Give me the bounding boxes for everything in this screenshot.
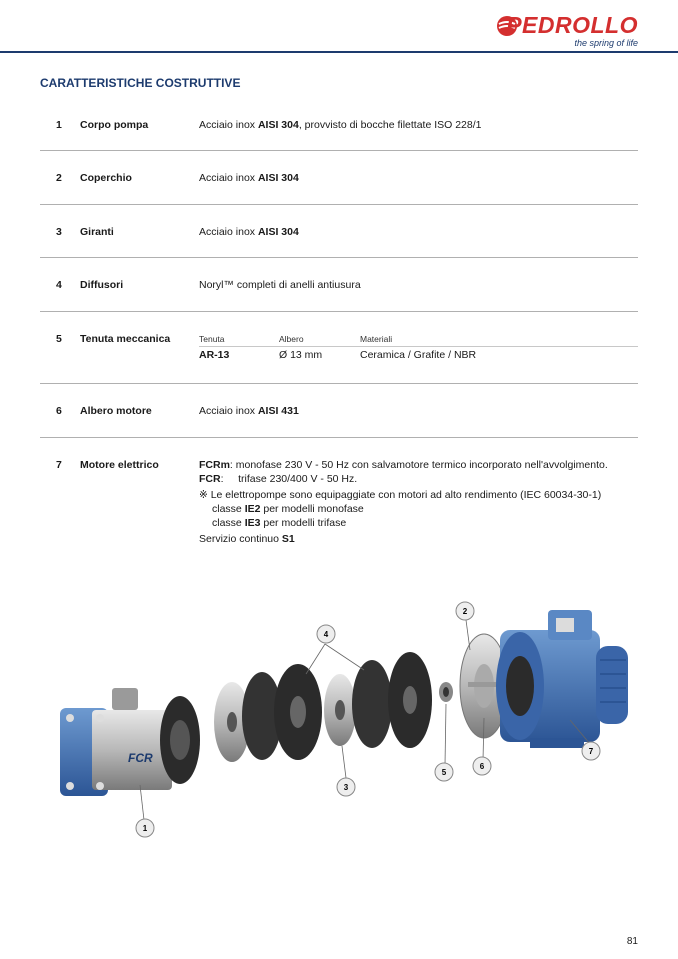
row-divider — [40, 437, 638, 438]
seal-table-divider — [199, 346, 638, 347]
header-divider — [0, 51, 678, 53]
svg-text:3: 3 — [343, 783, 349, 792]
spec-num: 5 — [56, 333, 62, 345]
spec-label: Corpo pompa — [80, 119, 149, 131]
spec-num: 1 — [56, 119, 62, 131]
svg-text:4: 4 — [323, 630, 329, 639]
spec-label: Tenuta meccanica — [80, 333, 171, 345]
row-divider — [40, 257, 638, 258]
brand-name: PEDROLLO — [506, 12, 638, 38]
seal-value-materiali: Ceramica / Grafite / NBR — [360, 349, 477, 361]
callout-5 — [435, 763, 453, 781]
seal-value-albero: Ø 13 mm — [279, 349, 323, 361]
callout-1 — [136, 819, 154, 837]
svg-text:5: 5 — [441, 768, 447, 777]
impeller-stack — [214, 652, 432, 762]
seal-header-materiali: Materiali — [360, 334, 393, 344]
motor-line-4: classe IE2 per modelli monofase — [212, 503, 364, 515]
mechanical-seal — [439, 682, 453, 702]
spec-num: 2 — [56, 172, 62, 184]
section-title: CARATTERISTICHE COSTRUTTIVE — [40, 76, 241, 90]
spec-num: 7 — [56, 459, 62, 471]
row-divider — [40, 311, 638, 312]
seal-header-albero: Albero — [279, 334, 304, 344]
spec-value: Noryl™ completi di anelli antiusura — [199, 279, 361, 291]
motor-line-1: FCRm: monofase 230 V - 50 Hz con salvamotore termico incorporato nell'avvolgimento. — [199, 459, 608, 471]
motor-line-2: FCR: trifase 230/400 V - 50 Hz. — [199, 473, 358, 485]
callout-2 — [456, 602, 474, 620]
motor-line-6: Servizio continuo S1 — [199, 533, 295, 545]
spec-num: 3 — [56, 226, 62, 238]
row-divider — [40, 383, 638, 384]
brand-tagline: the spring of life — [574, 38, 638, 48]
callout-4 — [317, 625, 335, 643]
svg-text:1: 1 — [142, 824, 148, 833]
pump-body — [60, 688, 200, 796]
spec-value: Acciaio inox AISI 431 — [199, 405, 299, 417]
spec-value: Acciaio inox AISI 304, provvisto di bocche filettate ISO 228/1 — [199, 119, 482, 131]
seal-header-tenuta: Tenuta — [199, 334, 225, 344]
brand-logo — [498, 12, 638, 52]
spec-value: Acciaio inox AISI 304 — [199, 226, 299, 238]
callout-3 — [337, 778, 355, 796]
spec-value: Acciaio inox AISI 304 — [199, 172, 299, 184]
svg-text:6: 6 — [479, 762, 485, 771]
seal-value-tenuta: AR-13 — [199, 349, 230, 361]
spec-label: Coperchio — [80, 172, 132, 184]
spec-label: Motore elettrico — [80, 459, 159, 471]
spec-label: Giranti — [80, 226, 114, 238]
svg-text:2: 2 — [462, 607, 468, 616]
callout-7 — [582, 742, 600, 760]
row-divider — [40, 150, 638, 151]
pump-label: FCR — [128, 751, 153, 765]
spec-label: Diffusori — [80, 279, 124, 291]
row-divider — [40, 204, 638, 205]
spec-num: 4 — [56, 279, 62, 291]
exploded-pump-diagram — [0, 590, 678, 850]
motor-line-5: classe IE3 per modelli trifase — [212, 517, 347, 529]
motor-line-3: ※ Le elettropompe sono equipaggiate con motori ad alto rendimento (IEC 60034-30-1) — [199, 489, 602, 501]
spec-num: 6 — [56, 405, 62, 417]
page-number: 81 — [626, 936, 638, 947]
svg-text:7: 7 — [588, 747, 594, 756]
spec-label: Albero motore — [80, 405, 152, 417]
callout-6 — [473, 757, 491, 775]
electric-motor — [496, 610, 628, 748]
